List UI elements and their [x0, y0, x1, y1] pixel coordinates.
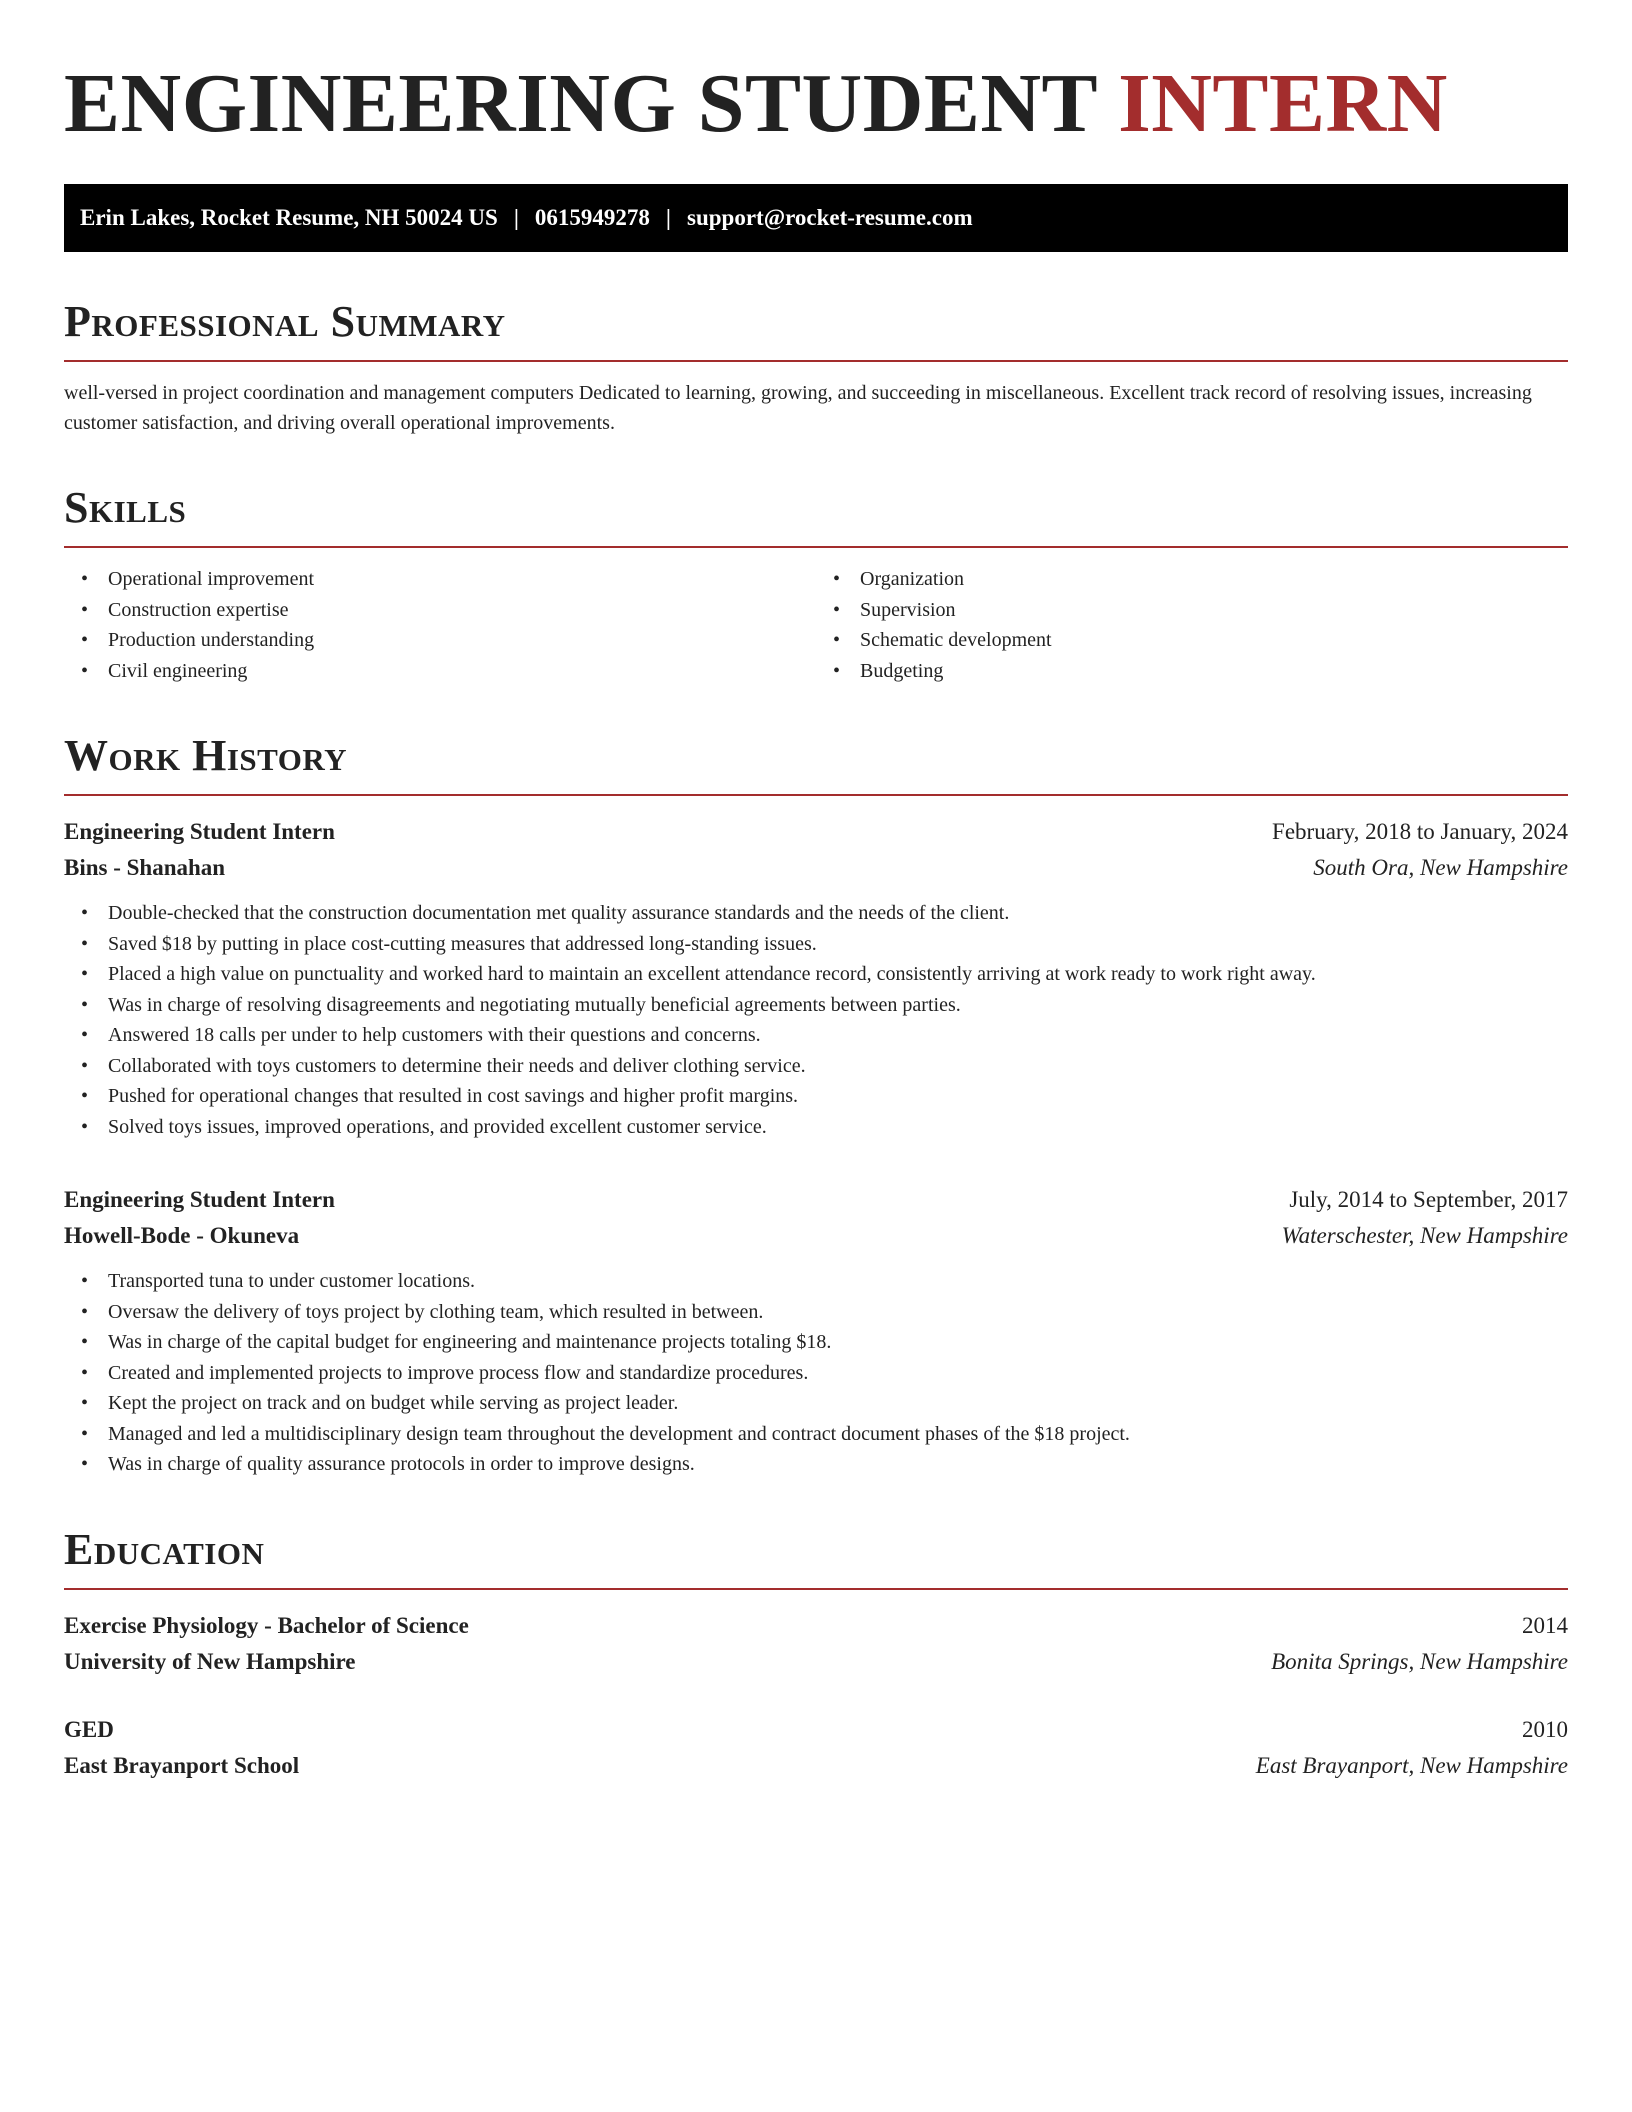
job-bullets [64, 1266, 1568, 1480]
education-degree: GED [64, 1716, 114, 1742]
education-school: University of New Hampshire [64, 1648, 356, 1674]
education-degree-row [64, 1608, 1568, 1644]
job-bullet: • Answered 18 calls per under to help customers with their questions and concerns. [108, 1020, 1568, 1051]
job-bullet: • Transported tuna to under customer locations. [108, 1266, 1568, 1297]
contact-email[interactable]: support@rocket-resume.com [687, 205, 973, 230]
job-title: Engineering Student Intern [64, 1187, 335, 1212]
contact-separator: | [665, 205, 671, 230]
skill-item: • Budgeting [860, 656, 1568, 687]
job-dates: July, 2014 to September, 2017 [1289, 1187, 1568, 1212]
job-bullet: • Pushed for operational changes that resulted in cost savings and higher profit margins. [108, 1081, 1568, 1112]
skills-grid [64, 564, 1568, 686]
job-company-row [64, 1218, 1568, 1254]
education-entry [64, 1608, 1568, 1680]
skills-section [64, 482, 1568, 686]
job-bullet: • Managed and led a multidisciplinary design team throughout the development and contract document phases of the $18 project. [108, 1419, 1568, 1450]
job-header-row [64, 814, 1568, 850]
education-section [64, 1524, 1568, 1784]
summary-text: well-versed in project coordination and management computers Dedicated to learning, growing, and succeeding in miscellaneous. Excellent track record of resolving issues, increasing customer satisfaction, and driving overall operational improvements. [64, 382, 1532, 434]
education-heading: Education [64, 1524, 1568, 1590]
education-year: 2010 [1522, 1716, 1568, 1742]
skill-item: • Organization [860, 564, 1568, 595]
contact-bar [64, 184, 1568, 252]
job-bullet: • Saved $18 by putting in place cost-cutting measures that addressed long-standing issues. [108, 929, 1568, 960]
job-dates: February, 2018 to January, 2024 [1272, 819, 1568, 844]
education-school: East Brayanport School [64, 1752, 300, 1778]
contact-address: Erin Lakes, Rocket Resume, NH 50024 US [80, 205, 498, 230]
job-location: Waterschester, New Hampshire [1281, 1223, 1568, 1248]
job-company: Bins - Shanahan [64, 855, 226, 880]
work-history-heading: Work History [64, 730, 1568, 796]
job-bullet: • Was in charge of quality assurance protocols in order to improve designs. [108, 1449, 1568, 1480]
skills-column-left [64, 564, 816, 686]
contact-separator: | [513, 205, 519, 230]
job-bullet: • Double-checked that the construction documentation met quality assurance standards and the needs of the client. [108, 898, 1568, 929]
education-degree: Exercise Physiology - Bachelor of Science [64, 1612, 469, 1638]
contact-phone: 0615949278 [534, 205, 650, 230]
job-bullet: • Kept the project on track and on budget while serving as project leader. [108, 1388, 1568, 1419]
job-bullets [64, 898, 1568, 1142]
education-degree-row [64, 1712, 1568, 1748]
education-school-row [64, 1644, 1568, 1680]
education-school-row [64, 1748, 1568, 1784]
job-bullet: • Was in charge of the capital budget for engineering and maintenance projects totaling $18. [108, 1327, 1568, 1358]
job-bullet: • Solved toys issues, improved operations, and provided excellent customer service. [108, 1112, 1568, 1143]
job-entry [64, 814, 1568, 1142]
skill-item: • Schematic development [860, 625, 1568, 656]
summary-heading: Professional Summary [64, 296, 1568, 362]
skill-item: • Supervision [860, 595, 1568, 626]
skills-heading: Skills [64, 482, 1568, 548]
job-bullet: • Oversaw the delivery of toys project by clothing team, which resulted in between. [108, 1297, 1568, 1328]
education-entry [64, 1712, 1568, 1784]
job-header-row [64, 1182, 1568, 1218]
job-bullet: • Created and implemented projects to improve process flow and standardize procedures. [108, 1358, 1568, 1389]
education-location: East Brayanport, New Hampshire [1255, 1752, 1568, 1778]
job-location: South Ora, New Hampshire [1313, 855, 1568, 880]
job-company: Howell-Bode - Okuneva [64, 1223, 300, 1248]
education-year: 2014 [1522, 1612, 1568, 1638]
job-title: Engineering Student Intern [64, 819, 335, 844]
skill-item: • Production understanding [108, 625, 816, 656]
resume-title-main: ENGINEERING STUDENT [64, 57, 1097, 150]
job-company-row [64, 850, 1568, 886]
summary-section [64, 296, 1568, 438]
job-bullet: • Was in charge of resolving disagreements and negotiating mutually beneficial agreements between parties. [108, 990, 1568, 1021]
job-bullet: • Collaborated with toys customers to determine their needs and deliver clothing service. [108, 1051, 1568, 1082]
job-entry [64, 1182, 1568, 1480]
skill-item: • Operational improvement [108, 564, 816, 595]
education-location: Bonita Springs, New Hampshire [1271, 1648, 1568, 1674]
skill-item: • Civil engineering [108, 656, 816, 687]
work-history-section [64, 730, 1568, 1480]
resume-title [64, 56, 1568, 152]
skills-column-right [816, 564, 1568, 686]
skill-item: • Construction expertise [108, 595, 816, 626]
resume-title-accent: INTERN [1118, 57, 1448, 150]
job-bullet: • Placed a high value on punctuality and worked hard to maintain an excellent attendance record, consistently arriving at work ready to work right away. [108, 959, 1568, 990]
